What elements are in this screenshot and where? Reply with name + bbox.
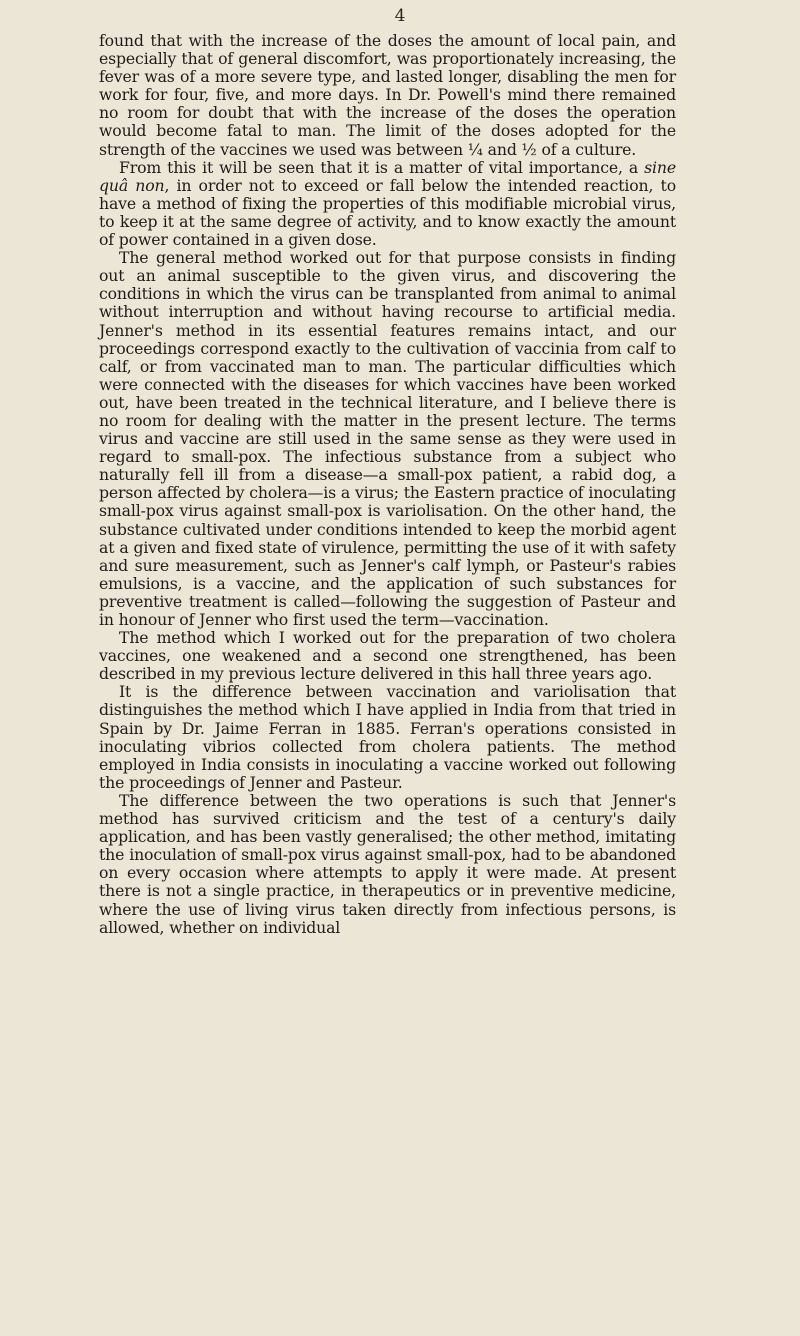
text-run: found that with the increase of the doses the amount of local pain, and especially that of general discomfort, was proportionately increasing, the fever was of a more severe type, and lasted longer, disabling the men for work for four, five, and more days. In Dr. Powell's mind there remained no room for doubt that with the increase of the doses the operation would become fatal to man. The limit of the doses adopted for the strength of the vaccines we used was between ¼ and ½ of a culture. bbox=[99, 31, 676, 159]
paragraph bbox=[99, 249, 676, 629]
text-run: From this it will be seen that it is a matter of vital importance, a bbox=[119, 157, 645, 177]
paragraph bbox=[99, 629, 676, 683]
paragraph bbox=[99, 683, 676, 792]
paragraph bbox=[99, 159, 676, 249]
paragraph bbox=[99, 792, 676, 937]
paragraph bbox=[99, 32, 676, 159]
text-run: It is the difference between vaccination and variolisation that distinguishes the method which I have applied in India from that tried in Spain by Dr. Jaime Ferran in 1885. Ferran's operations consisted in inoculating vibrios collected from cholera patients. The method employed in India consists in inoculating a vaccine worked out following the proceedings of Jenner and Pasteur. bbox=[99, 682, 676, 792]
text-run: , in order not to exceed or fall below the intended reaction, to have a method of fixing the properties of this modifiable microbial virus, to keep it at the same degree of activity, and to know exactly the amount of power contained in a given dose. bbox=[99, 175, 676, 250]
text-run: The general method worked out for that purpose consists in finding out an animal susceptible to the given virus, and discovering the conditions in which the virus can be transplanted from animal to animal without interruption and without having recourse to artificial media. Jenner's method in its essential features remains intact, and our proceedings correspond exactly to the cultivation of vaccinia from calf to calf, or from vaccinated man to man. The particular difficulties which were connected with the diseases for which vaccines have been worked out, have been treated in the technical literature, and I believe there is no room for dealing with the matter in the present lecture. The terms virus and vaccine are still used in the same sense as they were used in regard to small-pox. The infectious substance from a subject who naturally fell ill from a disease—a small-pox patient, a rabid dog, a person affected by cholera—is a virus; the Eastern practice of inoculating small-pox virus against small-pox is variolisation. On the other hand, the substance cultivated under conditions intended to keep the morbid agent at a given and fixed state of virulence, permitting the use of it with safety and sure measurement, such as Jenner's calf lymph, or Pasteur's rabies emulsions, is a vaccine, and the application of such substances for preventive treatment is called—following the suggestion of Pasteur and in honour of Jenner who first used the term—vaccination. bbox=[99, 248, 676, 629]
italic-text: sine quâ non bbox=[99, 157, 676, 195]
text-run: The method which I worked out for the preparation of two cholera vaccines, one weakened and a second one strengthened, has been described in my previous lecture delivered in this hall three years ago. bbox=[99, 628, 676, 684]
page-number: 4 bbox=[394, 6, 406, 26]
text-run: The difference between the two operations is such that Jenner's method has survived criticism and the test of a century's daily application, and has been vastly generalised; the other method, imitating the inoculation of small-pox virus against small-pox, had to be abandoned on every occasion where attempts to apply it were made. At present there is not a single practice, in therapeutics or in preventive medicine, where the use of living virus taken directly from infectious persons, is allowed, whether on individual bbox=[99, 790, 676, 937]
body-text bbox=[99, 32, 676, 937]
